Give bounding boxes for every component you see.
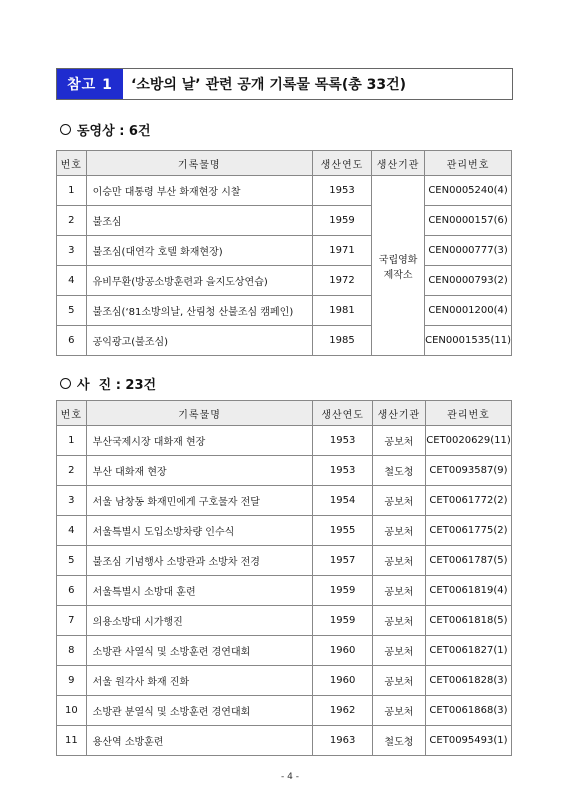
table-row: [57, 326, 512, 356]
row-id: CEN0005240(4): [425, 176, 512, 206]
row-name: 소방관 사열식 및 소방훈련 경연대회: [86, 636, 313, 666]
row-org: 공보처: [372, 516, 425, 546]
circle-bullet-icon: [60, 378, 71, 389]
row-no: 3: [57, 486, 87, 516]
row-no: 2: [57, 456, 87, 486]
row-year: 1972: [312, 266, 371, 296]
row-year: 1954: [313, 486, 372, 516]
row-year: 1962: [313, 696, 372, 726]
table-row: [57, 666, 512, 696]
header-no: 번호: [57, 401, 87, 426]
row-name: 불조심(대연각 호텔 화재현장): [86, 236, 312, 266]
row-year: 1963: [313, 726, 372, 756]
row-org-merged: [372, 176, 425, 356]
section-photo-title: 사 진 : 23건: [77, 378, 157, 393]
row-id: CET0061828(3): [425, 666, 511, 696]
row-org: 공보처: [372, 426, 425, 456]
row-name: 서울 원각사 화재 진화: [86, 666, 313, 696]
row-org: 철도청: [372, 456, 425, 486]
table-row: [57, 456, 512, 486]
row-name: 용산역 소방훈련: [86, 726, 313, 756]
row-org: 공보처: [372, 486, 425, 516]
page-title: ‘소방의 날’ 관련 공개 기록물 목록(총 33건): [131, 77, 407, 93]
row-name: 서울특별시 소방대 훈련: [86, 576, 313, 606]
table-row: [57, 426, 512, 456]
row-org: 공보처: [372, 606, 425, 636]
table-row: [57, 636, 512, 666]
row-name: 공익광고(불조심): [86, 326, 312, 356]
header-name: 기록물명: [86, 151, 312, 176]
row-no: 10: [57, 696, 87, 726]
section-video-title: 동영상 : 6건: [77, 124, 151, 139]
row-id: CET0061772(2): [425, 486, 511, 516]
header-id: 관리번호: [425, 151, 512, 176]
row-org: 공보처: [372, 636, 425, 666]
row-org: 공보처: [372, 546, 425, 576]
row-year: 1959: [313, 606, 372, 636]
row-id: CET0095493(1): [425, 726, 511, 756]
row-id: CEN0001535(11): [425, 326, 512, 356]
row-id: CET0061827(1): [425, 636, 511, 666]
row-id: CET0061775(2): [425, 516, 511, 546]
row-no: 9: [57, 666, 87, 696]
table-row: [57, 576, 512, 606]
row-year: 1959: [313, 576, 372, 606]
table-row: [57, 516, 512, 546]
row-no: 5: [57, 296, 87, 326]
row-no: 7: [57, 606, 87, 636]
row-name: 불조심(‘81소방의날, 산림청 산불조심 캠페인): [86, 296, 312, 326]
row-year: 1955: [313, 516, 372, 546]
table-row: [57, 266, 512, 296]
row-no: 3: [57, 236, 87, 266]
row-id: CEN0000157(6): [425, 206, 512, 236]
row-name: 소방관 분열식 및 소방훈련 경연대회: [86, 696, 313, 726]
row-no: 4: [57, 516, 87, 546]
org-line-2: 제작소: [383, 269, 413, 281]
org-line-1: 국립영화: [378, 254, 418, 266]
section-photo-heading: [60, 374, 156, 393]
row-name: 서울 남창동 화재민에게 구호물자 전달: [86, 486, 313, 516]
header-no: 번호: [57, 151, 87, 176]
row-id: CET0093587(9): [425, 456, 511, 486]
table-row: [57, 206, 512, 236]
table-row: [57, 486, 512, 516]
table-header-row: [57, 151, 512, 176]
row-id: CEN0000777(3): [425, 236, 512, 266]
row-year: 1953: [313, 426, 372, 456]
row-year: 1971: [312, 236, 371, 266]
header-name: 기록물명: [86, 401, 313, 426]
row-no: 8: [57, 636, 87, 666]
row-no: 2: [57, 206, 87, 236]
row-name: 유비무환(방공소방훈련과 을지도상연습): [86, 266, 312, 296]
table-row: [57, 726, 512, 756]
photo-table: [56, 400, 512, 756]
row-year: 1959: [312, 206, 371, 236]
video-table: [56, 150, 512, 356]
row-no: 6: [57, 576, 87, 606]
table-row: [57, 546, 512, 576]
row-id: CET0020629(11): [425, 426, 511, 456]
row-no: 11: [57, 726, 87, 756]
row-year: 1953: [313, 456, 372, 486]
page-number: - 4 -: [281, 772, 299, 782]
row-year: 1953: [312, 176, 371, 206]
row-no: 6: [57, 326, 87, 356]
table-row: [57, 296, 512, 326]
reference-label: 참고 1: [57, 69, 123, 99]
row-no: 1: [57, 426, 87, 456]
table-row: [57, 606, 512, 636]
row-id: CEN0000793(2): [425, 266, 512, 296]
header-id: 관리번호: [425, 401, 511, 426]
row-name: 서울특별시 도입소방차량 인수식: [86, 516, 313, 546]
row-org: 공보처: [372, 666, 425, 696]
header-org: 생산기관: [372, 401, 425, 426]
table-row: [57, 236, 512, 266]
header-org: 생산기관: [372, 151, 425, 176]
row-no: 4: [57, 266, 87, 296]
row-org: 철도청: [372, 726, 425, 756]
table-header-row: [57, 401, 512, 426]
row-org: 공보처: [372, 576, 425, 606]
row-id: CET0061819(4): [425, 576, 511, 606]
row-year: 1960: [313, 666, 372, 696]
row-name: 부산국제시장 대화재 현장: [86, 426, 313, 456]
row-org: 공보처: [372, 696, 425, 726]
row-no: 5: [57, 546, 87, 576]
row-id: CEN0001200(4): [425, 296, 512, 326]
row-name: 부산 대화재 현장: [86, 456, 313, 486]
circle-bullet-icon: [60, 124, 71, 135]
row-name: 이승만 대통령 부산 화재현장 시찰: [86, 176, 312, 206]
title-box: [56, 68, 513, 100]
section-video-heading: [60, 120, 151, 139]
row-id: CET0061787(5): [425, 546, 511, 576]
row-id: CET0061818(5): [425, 606, 511, 636]
row-id: CET0061868(3): [425, 696, 511, 726]
row-name: 의용소방대 시가행진: [86, 606, 313, 636]
header-year: 생산연도: [312, 151, 371, 176]
table-row: [57, 176, 512, 206]
row-name: 불조심: [86, 206, 312, 236]
row-year: 1960: [313, 636, 372, 666]
header-year: 생산연도: [313, 401, 372, 426]
row-year: 1981: [312, 296, 371, 326]
row-year: 1957: [313, 546, 372, 576]
row-name: 불조심 기념행사 소방관과 소방차 전경: [86, 546, 313, 576]
row-year: 1985: [312, 326, 371, 356]
row-no: 1: [57, 176, 87, 206]
table-row: [57, 696, 512, 726]
